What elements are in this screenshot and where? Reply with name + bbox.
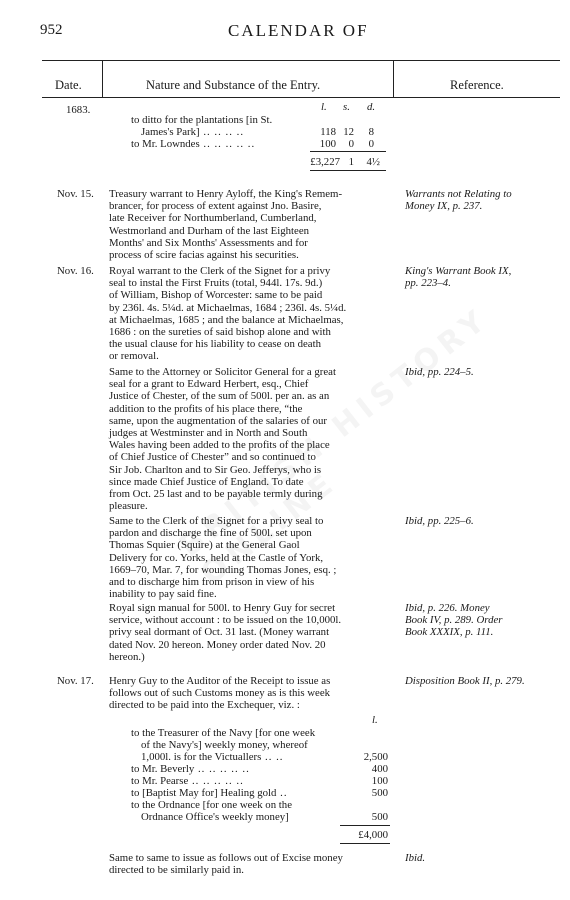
list-item-amount: 100 <box>371 775 388 787</box>
entry-reference: Disposition Book II, p. 279. <box>405 675 525 687</box>
total-d: 4½ <box>366 156 380 168</box>
total-amount: £4,000 <box>358 829 388 841</box>
page-number: 952 <box>40 22 63 38</box>
entry-date: Nov. 17. <box>57 675 94 687</box>
table-top-rule <box>42 60 560 61</box>
entry-text: Royal warrant to the Clerk of the Signet for a privy seal to instal the First Fruits (total, 944l. 17s. 9d.) of William, Bishop of Worcester: same to be paid by 236l. 4s. 5¼d. at Michaelmas, 1684 ; 236l. 4s. 5¼d. at Michaelmas, 1685 ; and the balance at Michaelmas, 1686 : on the sureties of said bishop alone and with the usual clause for his liability to cease on death or removal. <box>109 265 347 363</box>
entry-reference: King's Warrant Book IX, pp. 223–4. <box>405 265 512 290</box>
sum-rule <box>310 170 386 171</box>
sum-rule <box>340 843 390 844</box>
list-item: Ordnance Office's weekly money] <box>141 811 289 823</box>
list-item: to Mr. Beverly .. .. .. .. .. <box>131 763 250 775</box>
amount-l: 100 <box>319 138 336 150</box>
reference-column-divider <box>393 60 394 97</box>
amount-l: 118 <box>320 126 336 138</box>
list-item-amount: 500 <box>371 811 388 823</box>
column-header-reference: Reference. <box>450 78 504 92</box>
entry-text: Same to the Clerk of the Signet for a privy seal to pardon and discharge the fine of 500l. set upon Thomas Squier (Squire) at the General Gaol Delivery for co. Yorks, held at the Castle of York, 1669–70, Mar. 7, for wounding Thomas Jones, esq. ; and to discharge him from prison in view of his inability to pay said fine. <box>109 515 337 601</box>
column-header-date: Date. <box>55 78 82 92</box>
entry-reference: Ibid, pp. 225–6. <box>405 515 474 527</box>
entry-text: Treasury warrant to Henry Ayloff, the King's Remem- brancer, for process of extent against Jno. Basire, late Receiver for Northumberland, Cumberland, Westmorland and Durham of the last Eighteen Months' and Six Months' Assessments and for process of scire facias against his securities. <box>109 188 343 262</box>
entry-line: James's Park] .. .. .. .. <box>141 126 245 138</box>
sum-rule <box>340 825 390 826</box>
total-l: £3,227 <box>310 156 340 168</box>
list-item-amount: 400 <box>371 763 388 775</box>
entry-line: to Mr. Lowndes .. .. .. .. .. <box>131 138 256 150</box>
list-item: to [Baptist May for] Healing gold .. <box>131 787 288 799</box>
amount-s: 12 <box>343 126 354 138</box>
entry-text: Royal sign manual for 500l. to Henry Guy for secret service, without account : to be issued on the 10,000l. privy seal dormant of Oct. 31 last. (Money warrant dated Nov. 20 hereon. Money order dated Nov. 20 hereon.) <box>109 602 342 663</box>
entry-text: Henry Guy to the Auditor of the Receipt to issue as follows out of such Customs money as is this week directed to be paid into the Exchequer, viz. : <box>109 675 331 712</box>
list-item: 1,000l. is for the Victuallers .. .. <box>141 751 284 763</box>
amount-d: 0 <box>368 138 374 150</box>
currency-d: d. <box>367 101 376 113</box>
entry-reference: Warrants not Relating to Money IX, p. 237. <box>405 188 512 213</box>
sum-rule <box>310 151 386 152</box>
list-item: to Mr. Pearse .. .. .. .. .. <box>131 775 244 787</box>
header-bottom-rule <box>42 97 560 98</box>
list-item-amount: 2,500 <box>363 751 388 763</box>
entry-date: Nov. 15. <box>57 188 94 200</box>
column-header-nature: Nature and Substance of the Entry. <box>146 78 321 92</box>
entry-text: Same to same to issue as follows out of Excise money directed to be similarly paid in. <box>109 852 343 877</box>
amount-s: 0 <box>348 138 354 150</box>
running-title: CALENDAR OF <box>228 21 369 40</box>
currency-s: s. <box>343 101 350 113</box>
amount-d: 8 <box>368 126 374 138</box>
list-item: to the Treasurer of the Navy [for one week <box>131 727 316 739</box>
list-item-amount: 500 <box>371 787 388 799</box>
currency-l: l. <box>372 714 378 726</box>
entry-date: 1683. <box>66 104 91 116</box>
date-column-divider <box>102 60 103 97</box>
list-item: of the Navy's] weekly money, whereof <box>141 739 308 751</box>
entry-text: Same to the Attorney or Solicitor General for a great seal for a grant to Edward Herbert, esq., Chief Justice of Chester, of the sum of 500l. per an. as an addition to the profits of his place there, “the same, upon the augmentation of the salaries of our judges at Westminster and in North and South Wales having been added to the profits of the place of Chief Justice of Chester” and so continued to Sir Job. Charlton and to Sir Geo. Jefferys, who is since made Chief Justice of England. To date from Oct. 25 last and to be payable termly during pleasure. <box>109 366 336 513</box>
currency-l: l. <box>321 101 327 113</box>
list-item: to the Ordnance [for one week on the <box>131 799 292 811</box>
entry-date: Nov. 16. <box>57 265 94 277</box>
total-s: 1 <box>348 156 354 168</box>
entry-reference: Ibid, p. 226. Money Book IV, p. 289. Order Book XXXIX, p. 111. <box>405 602 503 639</box>
entry-line: to ditto for the plantations [in St. <box>131 114 273 126</box>
entry-reference: Ibid, pp. 224–5. <box>405 366 474 378</box>
entry-reference: Ibid. <box>405 852 426 864</box>
